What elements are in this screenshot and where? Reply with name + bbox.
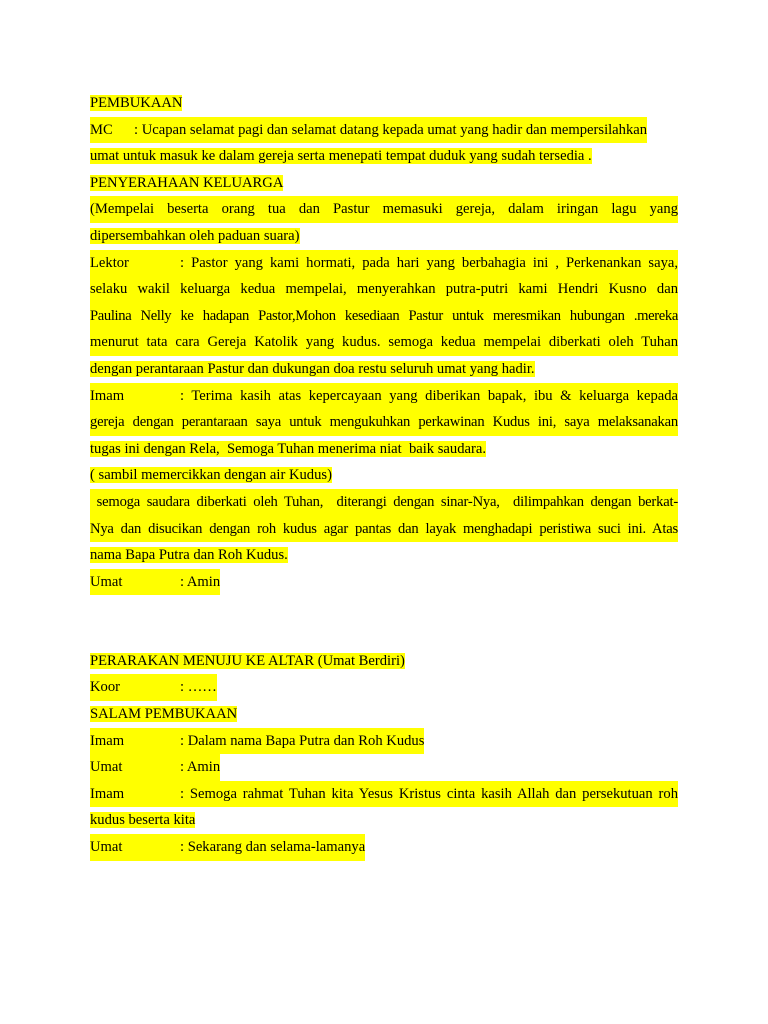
speech-text: : Amin <box>180 569 220 596</box>
stage-note-text: dipersembahkan oleh paduan suara) <box>90 227 300 244</box>
action-note <box>90 462 678 489</box>
umat-response-line <box>90 754 678 781</box>
stage-note: (Mempelai beserta orang tua dan Pastur memasuki gereja, dalam iringan lagu yang <box>90 196 678 223</box>
speech-text: : …… <box>180 674 217 701</box>
speaker-label: Koor <box>90 674 180 701</box>
imam-line <box>90 383 678 410</box>
section-title-pembukaan <box>90 90 678 117</box>
mc-line-continued <box>90 143 678 170</box>
speech-text: : Ucapan selamat pagi dan selamat datang kepada umat yang hadir dan mempersilahkan <box>134 117 647 144</box>
speech-text: tugas ini dengan Rela, Semoga Tuhan menerima niat baik saudara. <box>90 440 486 457</box>
blessing-line-3 <box>90 542 678 569</box>
blessing-line-2: Nya dan disucikan dengan roh kudus agar pantas dan layak menghadapi peristiwa suci ini. Atas <box>90 516 678 543</box>
section-title-perarakan <box>90 648 678 675</box>
imam-greeting-line <box>90 728 678 755</box>
speech-text: : Sekarang dan selama-lamanya <box>180 834 365 861</box>
speaker-label: Umat <box>90 569 180 596</box>
imam-blessing-line-2 <box>90 807 678 834</box>
speech-text: : Dalam nama Bapa Putra dan Roh Kudus <box>180 728 424 755</box>
imam-line-2: gereja dengan perantaraan saya untuk mengukuhkan perkawinan Kudus ini, saya melaksanakan <box>90 409 678 436</box>
speech-text: umat untuk masuk ke dalam gereja serta menepati tempat duduk yang sudah tersedia . <box>90 148 592 165</box>
speaker-label: Umat <box>90 834 180 861</box>
lektor-line-4: menurut tata cara Gereja Katolik yang kudus. semoga kedua mempelai diberkati oleh Tuhan <box>90 329 678 356</box>
lektor-line <box>90 250 678 277</box>
speech-text: kudus beserta kita <box>90 812 196 829</box>
speech-text: : Terima kasih atas kepercayaan yang diberikan bapak, ibu & keluarga kepada <box>180 387 678 404</box>
section-title-penyerahaan <box>90 170 678 197</box>
lektor-line-5 <box>90 356 678 383</box>
speech-text: : Amin <box>180 754 220 781</box>
speech-text: : Semoga rahmat Tuhan kita Yesus Kristus cinta kasih Allah dan persekutuan roh <box>180 785 678 802</box>
document-page <box>90 90 678 861</box>
koor-line <box>90 674 678 701</box>
section-title-text: PERARAKAN MENUJU KE ALTAR (Umat Berdiri) <box>90 652 405 669</box>
stage-note-continued <box>90 223 678 250</box>
lektor-line-3: Paulina Nelly ke hadapan Pastor,Mohon kesediaan Pastur untuk meresmikan hubungan .mereka <box>90 303 678 330</box>
speech-text: dengan perantaraan Pastur dan dukungan doa restu seluruh umat yang hadir. <box>90 360 535 377</box>
imam-line-3 <box>90 436 678 463</box>
lektor-line-2: selaku wakil keluarga kedua mempelai, menyerahkan putra-putri kami Hendri Kusno dan <box>90 276 678 303</box>
speaker-label: Imam <box>90 383 180 410</box>
speaker-label: Imam <box>90 728 180 755</box>
umat-line <box>90 569 678 596</box>
section-title-salam <box>90 701 678 728</box>
spacer <box>90 622 678 648</box>
section-title-text: SALAM PEMBUKAAN <box>90 706 238 723</box>
spacer <box>90 595 678 622</box>
speech-text: nama Bapa Putra dan Roh Kudus. <box>90 547 288 564</box>
action-note-text: ( sambil memercikkan dengan air Kudus) <box>90 467 332 484</box>
imam-blessing-line <box>90 781 678 808</box>
section-title-text: PENYERAHAAN KELUARGA <box>90 174 284 191</box>
speaker-label: Lektor <box>90 250 180 277</box>
speaker-label: Imam <box>90 781 180 808</box>
umat-final-line <box>90 834 678 861</box>
mc-line <box>90 117 678 144</box>
speaker-label: Umat <box>90 754 180 781</box>
blessing-line-1: semoga saudara diberkati oleh Tuhan, diterangi dengan sinar-Nya, dilimpahkan dengan berkat- <box>90 489 678 516</box>
speech-text: : Pastor yang kami hormati, pada hari yang berbahagia ini , Perkenankan saya, <box>180 254 678 271</box>
section-title-text: PEMBUKAAN <box>90 95 183 111</box>
speaker-label: MC <box>90 117 134 144</box>
